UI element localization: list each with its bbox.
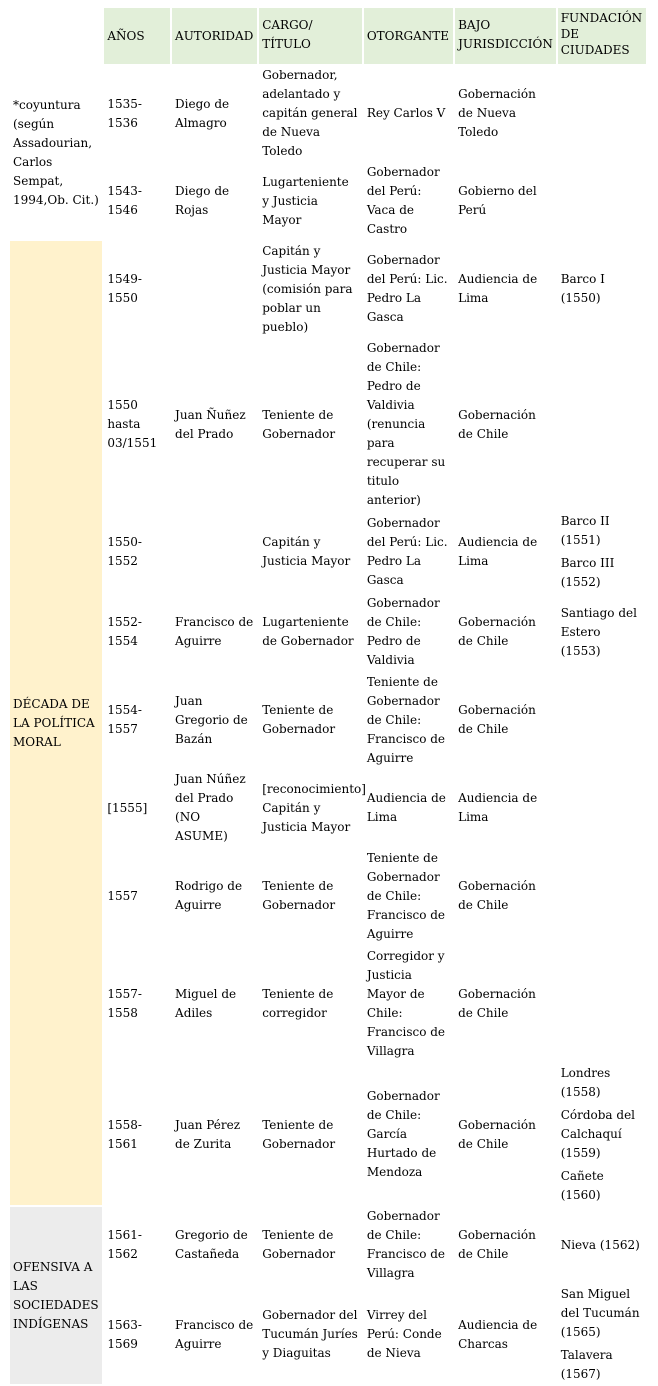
cell-jurisdiction: Gobernación de Chile [458,407,536,441]
table-row [10,339,646,510]
table-row [10,163,646,239]
table-row [10,946,646,1062]
period-moral: DÉCADA DE LA POLÍTICA MORAL [10,241,102,1205]
cell-authority: Francisco de Aguirre [175,1317,254,1351]
cell-jurisdiction: Audiencia de Charcas [458,1317,538,1351]
cell-years: 1552-1554 [107,615,142,648]
cell-granter: Corregidor y Justicia Mayor de Chile: Francisco de Villagra [366,949,446,1058]
cell-cities [558,163,646,239]
cell-years: 1543-1546 [107,184,142,217]
cell-years: 1554-1557 [107,703,142,736]
cell-jurisdiction: Gobernación de Chile [458,703,536,736]
header-office: CARGO/ TÍTULO [259,8,362,64]
cell-jurisdiction: Audiencia de Lima [458,791,538,824]
cell-office: Gobernador, adelantado y capitán general de Nueva Toledo [262,68,358,158]
cell-years: 1550-1552 [107,535,142,568]
cell-office: Teniente de Gobernador [262,879,336,912]
cell-jurisdiction: Gobernación de Nueva Toledo [458,87,536,139]
table-row [10,1064,646,1205]
cell-jurisdiction: Gobierno del Perú [458,184,537,217]
city-foundation: Santiago del Estero (1553) [560,605,637,658]
cell-office: Gobernador del Tucumán Juríes y Diaguitas [262,1308,358,1360]
cell-granter: Gobernador del Perú: Lic. Pedro La Gasca [366,253,448,324]
cell-cities [558,66,646,161]
table-row [10,241,646,337]
cell-cities [558,848,646,944]
cell-jurisdiction: Gobernación de Chile [458,615,536,648]
table-row [10,594,646,670]
header-jurisdiction: BAJO JURISDICCIÓN [455,8,556,64]
city-foundation: Barco III (1552) [560,556,615,589]
table-body [10,66,646,1384]
cell-office: Teniente de Gobernador [262,407,336,441]
header-authority: AUTORIDAD [172,8,257,64]
cell-jurisdiction: Gobernación de Chile [458,987,536,1020]
cell-granter: Audiencia de Lima [366,791,446,824]
cell-authority: Gregorio de Castañeda [175,1228,248,1261]
cell-years: 1561-1562 [107,1228,142,1261]
cell-granter: Rey Carlos V [366,106,446,120]
table-row [10,672,646,768]
cell-jurisdiction: Gobernación de Chile [458,879,536,912]
header-years: AÑOS [104,8,170,64]
cell-jurisdiction: Audiencia de Lima [458,535,538,568]
cell-authority: Diego de Almagro [175,96,230,130]
cell-granter: Teniente de Gobernador de Chile: Francisco de Aguirre [366,850,446,941]
cell-authority: Juan Ñuñez del Prado [175,407,246,441]
cell-cities [558,1285,646,1384]
header-granter: OTORGANTE [364,8,453,64]
cell-years: 1558-1561 [107,1117,142,1151]
cell-years: 1557-1558 [107,987,142,1020]
table-row [10,512,646,592]
cell-authority [172,512,257,592]
table-row [10,1207,646,1283]
cell-granter: Gobernador del Perú: Lic. Pedro La Gasca [366,516,448,587]
cell-authority [172,241,257,337]
cell-authority: Francisco de Aguirre [175,615,254,648]
cell-office: Teniente de Gobernador [262,703,336,736]
cell-years: [1555] [107,800,148,815]
cell-granter: Gobernador de Chile: Pedro de Valdivia [366,596,440,667]
period-ofensiva: OFENSIVA A LAS SOCIEDADES INDÍGENAS [10,1207,102,1384]
cell-cities [558,946,646,1062]
city-foundation: Barco I (1550) [560,272,605,305]
cell-office: Lugarteniente de Gobernador [262,615,354,648]
header-row [10,8,646,64]
cell-cities [558,339,646,510]
governors-table [8,6,648,1386]
cell-cities [558,512,646,592]
cell-authority: Juan Gregorio de Bazán [175,693,248,746]
cell-office: Teniente de Gobernador [262,1117,336,1151]
cell-granter: Gobernador de Chile: García Hurtado de Mendoza [366,1089,440,1179]
cell-granter: Gobernador de Chile: Pedro de Valdivia (renuncia para recuperar su titulo anterior) [366,341,446,507]
table-row [10,66,646,161]
cell-cities [558,770,646,846]
table-row [10,770,646,846]
cell-authority: Rodrigo de Aguirre [175,879,243,912]
cell-office: Teniente de Gobernador [262,1228,336,1261]
cell-office: [reconocimiento] Capitán y Justicia Mayor [262,781,366,834]
cell-years: 1563-1569 [107,1317,142,1351]
cell-years: 1557 [107,888,138,903]
cell-office: Teniente de corregidor [262,987,334,1020]
city-foundation: Nieva (1562) [560,1237,640,1252]
cell-granter: Gobernador de Chile: Francisco de Villagra [366,1209,446,1280]
city-foundation: Talavera (1567) [560,1348,613,1381]
cell-authority: Juan Pérez de Zurita [175,1117,241,1151]
cell-authority: Diego de Rojas [175,184,230,217]
cell-cities [558,241,646,337]
header-context [10,8,102,64]
table-row [10,848,646,944]
cell-jurisdiction: Gobernación de Chile [458,1228,536,1261]
city-foundation: San Miguel del Tucumán (1565) [560,1287,640,1339]
city-foundation: Barco II (1551) [560,514,610,547]
cell-office: Lugarteniente y Justicia Mayor [262,174,349,227]
city-foundation: Cañete (1560) [560,1169,604,1202]
cell-years: 1549-1550 [107,272,142,305]
cell-granter: Virrey del Perú: Conde de Nieva [366,1308,442,1360]
cell-cities [558,1064,646,1205]
cell-cities [558,1207,646,1283]
cell-authority: Juan Núñez del Prado (NO ASUME) [175,772,246,843]
cell-granter: Teniente de Gobernador de Chile: Francisco de Aguirre [366,674,446,765]
cell-cities [558,594,646,670]
cell-jurisdiction: Audiencia de Lima [458,272,538,305]
cell-authority: Miguel de Adiles [175,987,237,1020]
city-foundation: Córdoba del Calchaquí (1559) [560,1108,636,1160]
city-foundation: Londres (1558) [560,1066,611,1099]
cell-office: Capitán y Justicia Mayor [262,535,351,568]
cell-years: 1550 hasta 03/1551 [107,398,158,450]
cell-cities [558,672,646,768]
cell-jurisdiction: Gobernación de Chile [458,1117,536,1151]
cell-granter: Gobernador del Perú: Vaca de Castro [366,165,440,236]
cell-years: 1535-1536 [107,96,142,130]
period-note: *coyuntura (según Assadourian, Carlos Sempat, 1994,Ob. Cit.) [10,66,102,239]
header-foundation: FUNDACIÓN DE CIUDADES [558,8,646,64]
cell-office: Capitán y Justicia Mayor (comisión para poblar un pueblo) [262,243,353,334]
table-row [10,1285,646,1384]
